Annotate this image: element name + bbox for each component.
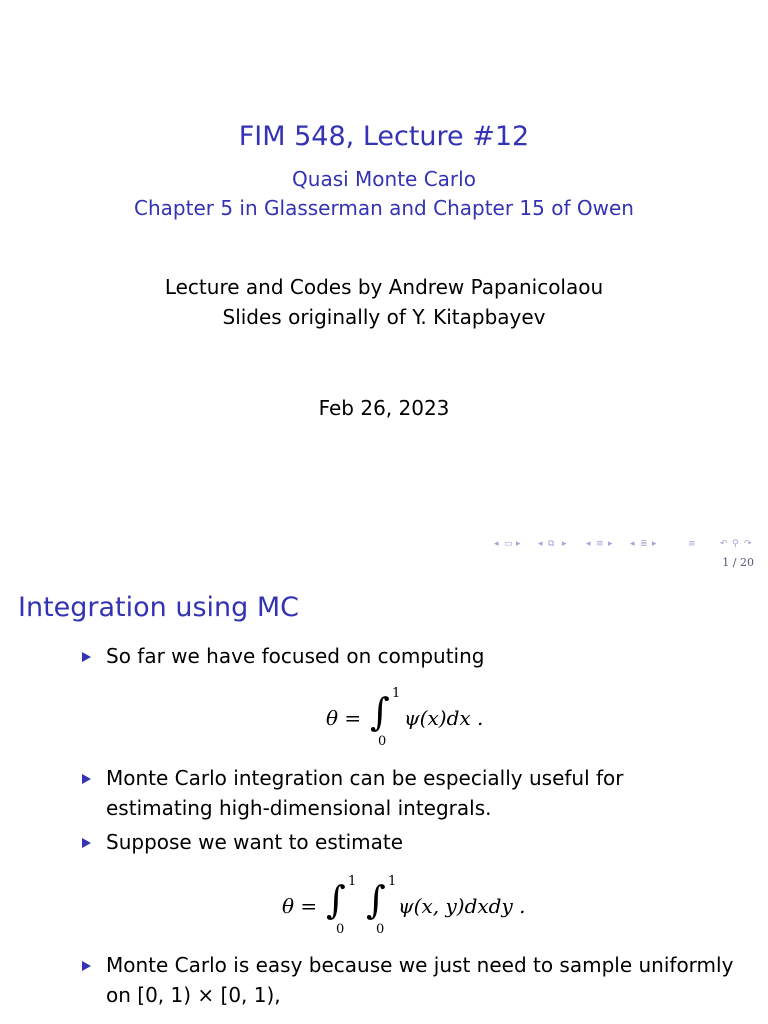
slide-subtitle-line-2: Chapter 5 in Glasserman and Chapter 15 of Owen xyxy=(134,196,634,220)
nav-left-icon[interactable]: ◂ xyxy=(494,539,499,549)
equation-1-lower-limit: 0 xyxy=(378,734,387,749)
bullet-text-4-continued: on [0, 1) × [0, 1), xyxy=(106,983,281,1007)
slide-subtitle-line-1: Quasi Monte Carlo xyxy=(292,167,476,191)
triangle-bullet-icon xyxy=(80,651,92,663)
triangle-bullet-icon xyxy=(80,960,92,972)
equation-2-upper-limit-inner: 1 xyxy=(388,874,397,889)
bullet-text-3: Suppose we want to estimate xyxy=(106,830,404,854)
equation-1-upper-limit: 1 xyxy=(392,686,401,701)
content-slide xyxy=(0,576,768,1024)
equation-2-lower-limit-inner: 0 xyxy=(376,922,385,937)
nav-right-icon[interactable]: ▸ xyxy=(608,539,613,549)
bullet-text-2: Monte Carlo integration can be especially useful for xyxy=(106,766,624,790)
author-line-1: Lecture and Codes by Andrew Papanicolaou xyxy=(164,275,604,299)
lecture-date: Feb 26, 2023 xyxy=(318,396,450,420)
nav-subsection-icon[interactable]: ⧉ xyxy=(548,539,555,549)
bullet-text-2-continued: estimating high-dimensional integrals. xyxy=(106,796,492,820)
bullet-text-1: So far we have focused on computing xyxy=(106,644,485,668)
nav-search-icon[interactable]: ⚲ xyxy=(732,539,739,549)
nav-left-icon[interactable]: ◂ xyxy=(538,539,543,549)
equation-1-lhs: θ = xyxy=(326,706,362,730)
nav-left-icon[interactable]: ◂ xyxy=(586,539,591,549)
nav-redo-icon[interactable]: ↷ xyxy=(744,539,752,549)
triangle-bullet-icon xyxy=(80,837,92,849)
beamer-navigation-bar xyxy=(494,539,762,553)
equation-2-lower-limit-outer: 0 xyxy=(336,922,345,937)
equation-2-upper-limit-outer: 1 xyxy=(348,874,357,889)
equation-2-integrand: ψ(x, y)dxdy . xyxy=(398,894,526,918)
integral-sign-outer: ∫ xyxy=(326,878,346,922)
nav-left-icon[interactable]: ◂ xyxy=(630,539,635,549)
nav-right-icon[interactable]: ▸ xyxy=(562,539,567,549)
nav-section-icon[interactable]: ≣ xyxy=(640,539,648,549)
author-line-2: Slides originally of Y. Kitapbayev xyxy=(222,305,546,329)
slide-title: FIM 548, Lecture #12 xyxy=(238,121,530,152)
equation-2-lhs: θ = xyxy=(282,894,318,918)
bullet-text-4: Monte Carlo is easy because we just need to sample uniformly xyxy=(106,953,734,977)
nav-right-icon[interactable]: ▸ xyxy=(652,539,657,549)
equation-1-integrand: ψ(x)dx . xyxy=(404,706,484,730)
nav-undo-icon[interactable]: ↶ xyxy=(720,539,728,549)
frame-title: Integration using MC xyxy=(18,592,300,623)
integral-sign: ∫ xyxy=(370,690,390,734)
nav-frame-icon[interactable]: ▭ xyxy=(504,539,513,549)
nav-align-icon[interactable]: ≡ xyxy=(688,539,696,549)
page-number: 1 / 20 xyxy=(722,556,754,569)
integral-sign-inner: ∫ xyxy=(366,878,386,922)
triangle-bullet-icon xyxy=(80,773,92,785)
nav-right-icon[interactable]: ▸ xyxy=(516,539,521,549)
nav-section-icon[interactable]: ≡ xyxy=(596,539,604,549)
